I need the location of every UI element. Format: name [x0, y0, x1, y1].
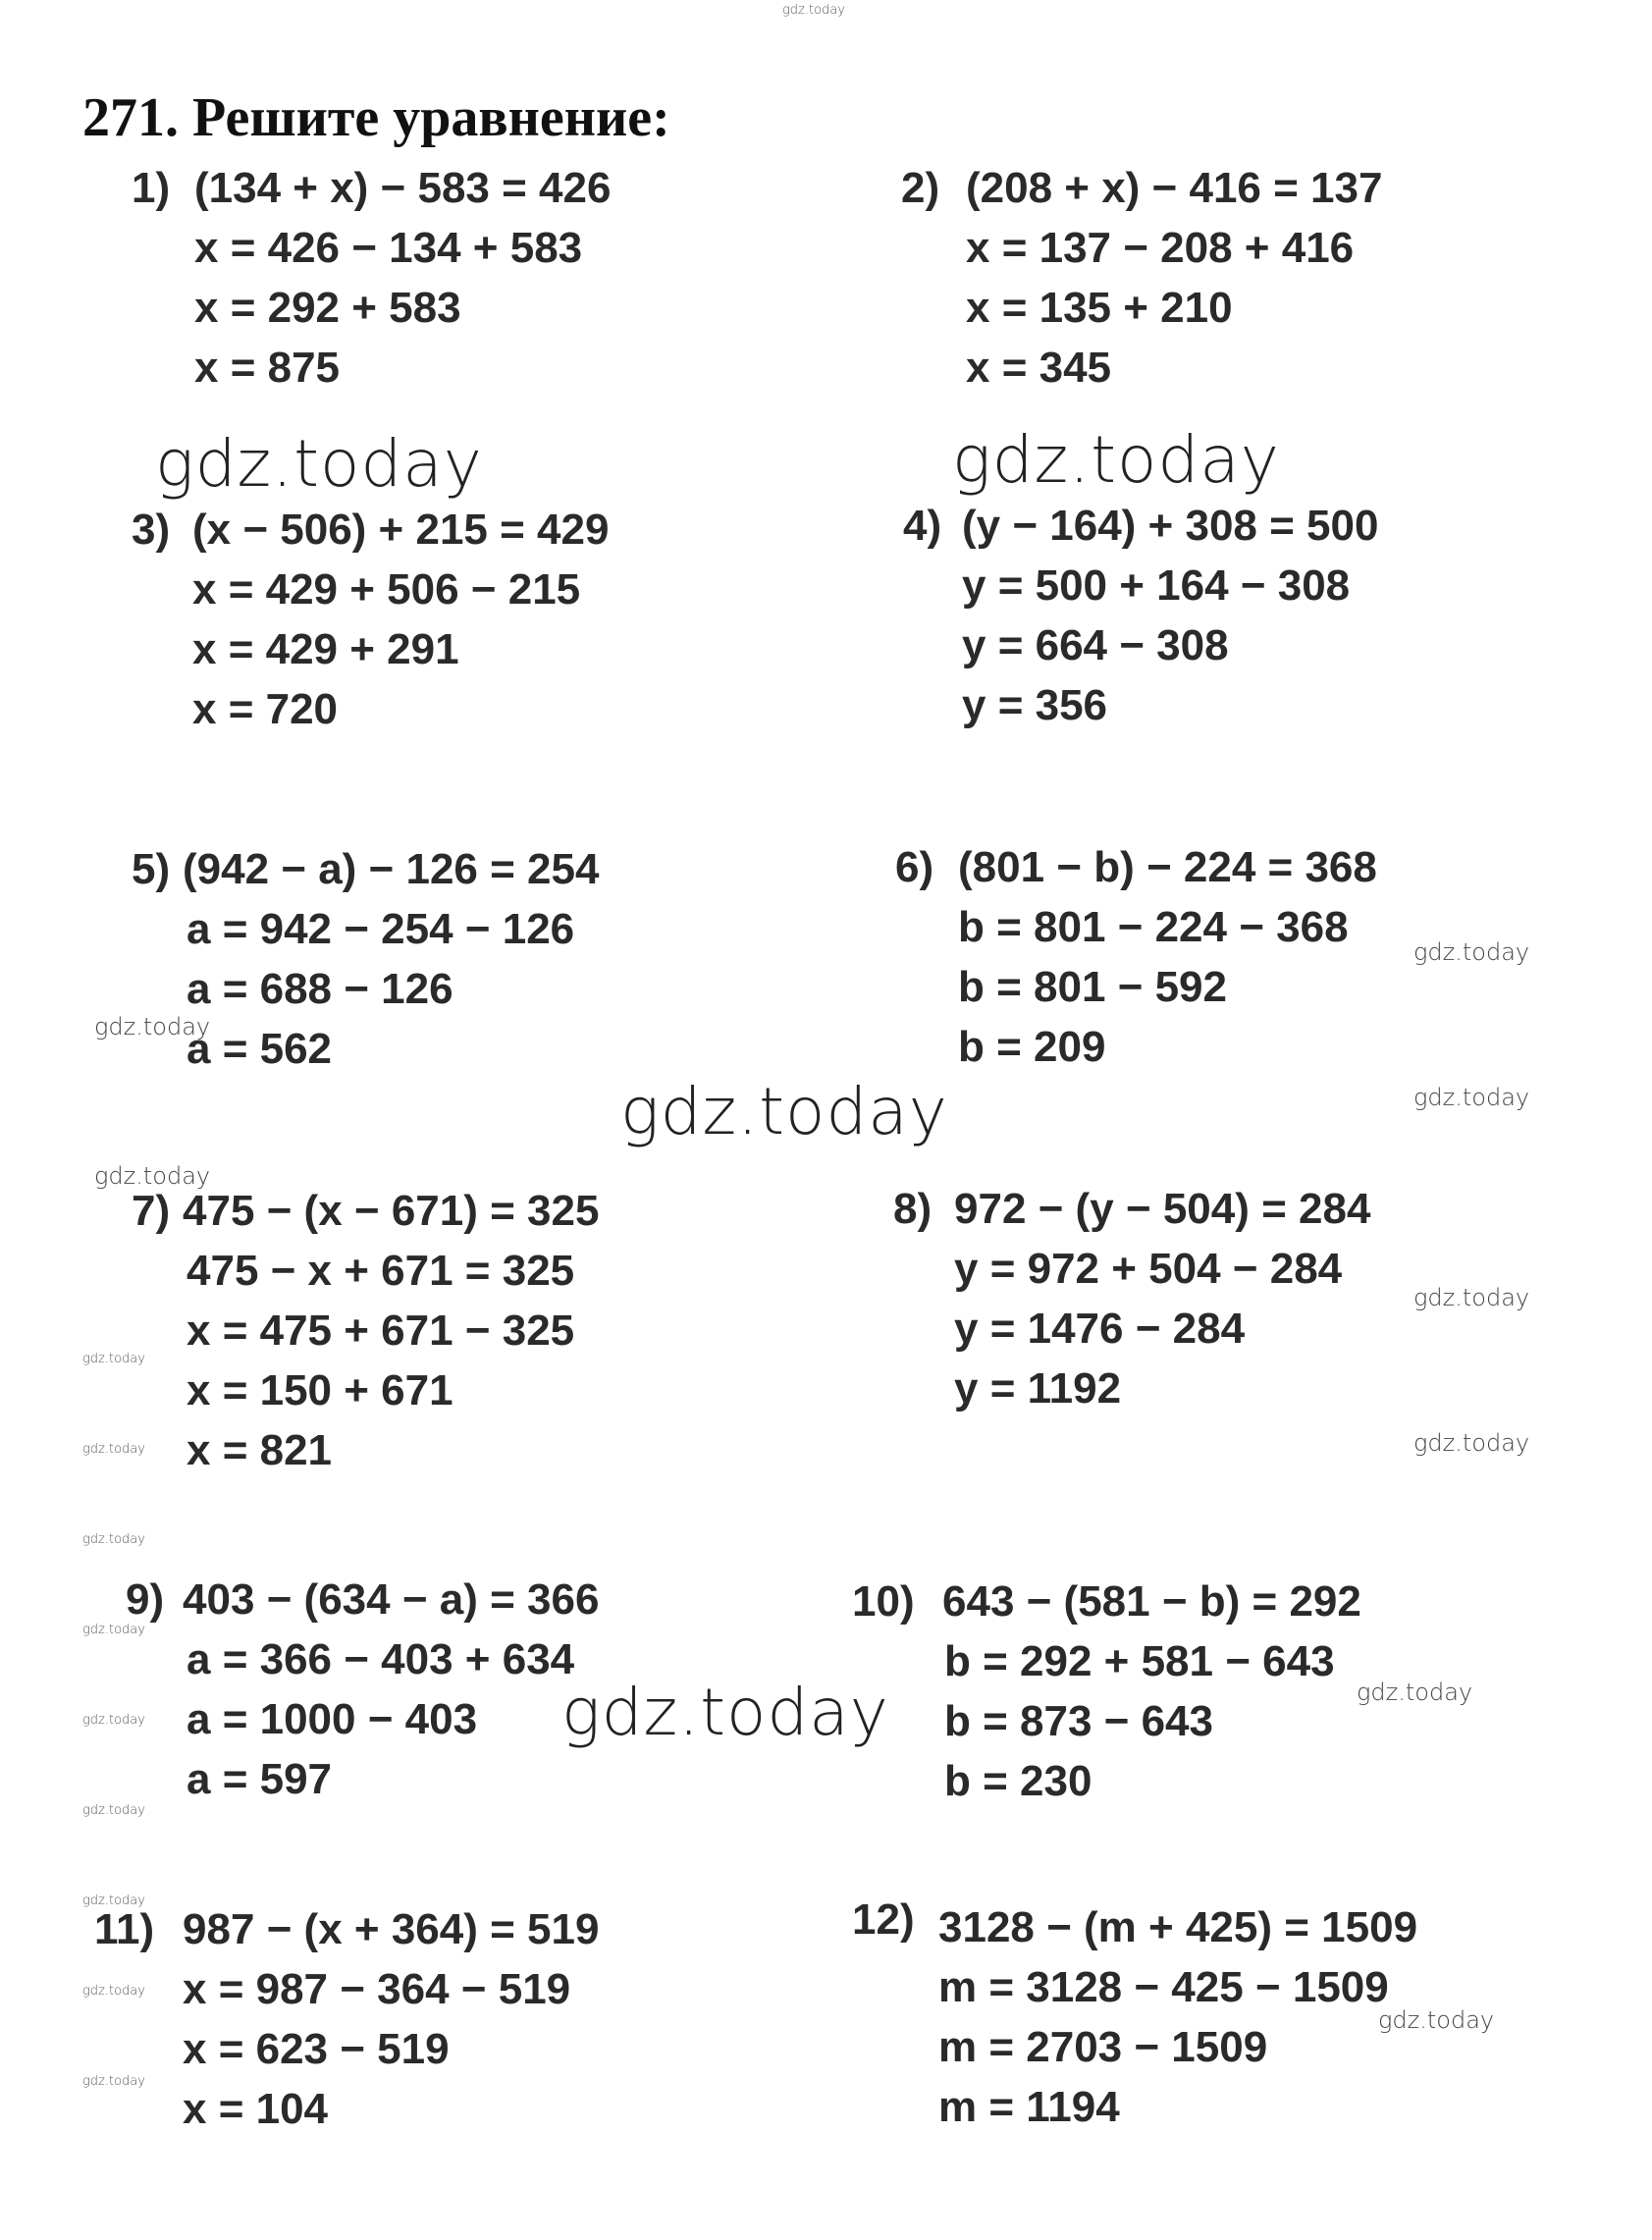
watermark: gdz.today — [82, 1623, 145, 1637]
watermark: gdz.today — [1378, 2006, 1495, 2034]
equation-line: 972 − (y − 504) = 284 — [954, 1185, 1371, 1233]
equation-line: x = 429 + 506 − 215 — [192, 565, 581, 613]
equation-line: (y − 164) + 308 = 500 — [962, 502, 1379, 550]
equation-line: y = 664 − 308 — [962, 621, 1229, 669]
watermark: gdz.today — [82, 1352, 145, 1366]
equation-line: a = 688 − 126 — [187, 965, 453, 1013]
equation-line: m = 3128 − 425 − 1509 — [938, 1963, 1389, 2011]
problem-number: 1) — [132, 164, 171, 212]
problem-number: 5) — [132, 845, 171, 893]
equation-line: y = 1476 − 284 — [954, 1305, 1246, 1353]
equation-line: b = 292 + 581 − 643 — [944, 1637, 1335, 1685]
problem-number: 3) — [132, 506, 171, 554]
equation-line: 403 − (634 − a) = 366 — [183, 1575, 600, 1624]
equation-line: a = 942 − 254 − 126 — [187, 905, 575, 953]
watermark: gdz.today — [1413, 1084, 1530, 1111]
equation-line: y = 500 + 164 − 308 — [962, 561, 1351, 610]
problem-number: 2) — [901, 164, 940, 212]
equation-line: a = 366 − 403 + 634 — [187, 1635, 575, 1683]
equation-line: y = 356 — [962, 681, 1108, 729]
equation-line: b = 801 − 592 — [958, 963, 1227, 1011]
watermark: gdz.today — [82, 1984, 145, 1999]
equation-line: (942 − a) − 126 = 254 — [183, 845, 600, 893]
equation-line: (134 + x) − 583 = 426 — [194, 164, 612, 212]
equation-line: x = 720 — [192, 685, 339, 733]
equation-line: 475 − x + 671 = 325 — [187, 1247, 575, 1295]
watermark: gdz.today — [82, 1442, 145, 1457]
watermark: gdz.today — [94, 1162, 211, 1190]
watermark: gdz.today — [952, 422, 1280, 498]
equation-line: x = 875 — [194, 344, 341, 392]
equation-line: m = 1194 — [938, 2083, 1120, 2131]
equation-line: x = 150 + 671 — [187, 1366, 453, 1414]
equation-line: x = 104 — [183, 2085, 329, 2133]
equation-line: 643 − (581 − b) = 292 — [942, 1577, 1361, 1626]
watermark: gdz.today — [82, 1893, 145, 1908]
equation-line: x = 623 − 519 — [183, 2025, 450, 2073]
equation-line: b = 873 − 643 — [944, 1697, 1213, 1745]
watermark: gdz.today — [782, 3, 845, 18]
watermark: gdz.today — [94, 1013, 211, 1040]
exercise-title: 271. Решите уравнение: — [82, 87, 670, 148]
watermark: gdz.today — [82, 1803, 145, 1818]
equation-line: b = 209 — [958, 1023, 1106, 1071]
problem-number: 4) — [903, 502, 942, 550]
watermark: gdz.today — [1413, 1429, 1530, 1457]
equation-line: (x − 506) + 215 = 429 — [192, 506, 610, 554]
equation-line: x = 821 — [187, 1426, 333, 1474]
equation-line: 987 − (x + 364) = 519 — [183, 1905, 600, 1953]
problem-number: 9) — [126, 1575, 165, 1624]
equation-line: x = 475 + 671 − 325 — [187, 1307, 575, 1355]
equation-line: y = 1192 — [954, 1364, 1122, 1413]
equation-line: 475 − (x − 671) = 325 — [183, 1187, 600, 1235]
watermark: gdz.today — [620, 1074, 948, 1149]
equation-line: a = 562 — [187, 1025, 333, 1073]
equation-line: x = 292 + 583 — [194, 284, 461, 332]
watermark: gdz.today — [82, 1532, 145, 1547]
equation-line: x = 987 − 364 − 519 — [183, 1965, 571, 2013]
problem-number: 8) — [893, 1185, 933, 1233]
equation-line: x = 345 — [966, 344, 1112, 392]
watermark: gdz.today — [82, 1713, 145, 1728]
equation-line: b = 230 — [944, 1757, 1092, 1805]
equation-line: x = 429 + 291 — [192, 625, 459, 673]
watermark: gdz.today — [1413, 938, 1530, 966]
equation-line: b = 801 − 224 − 368 — [958, 903, 1349, 951]
equation-line: 3128 − (m + 425) = 1509 — [938, 1903, 1418, 1951]
problem-number: 7) — [132, 1187, 171, 1235]
watermark: gdz.today — [561, 1675, 889, 1750]
equation-line: x = 426 − 134 + 583 — [194, 224, 583, 272]
equation-line: a = 597 — [187, 1755, 333, 1803]
problem-number: 11) — [94, 1905, 155, 1953]
equation-line: x = 135 + 210 — [966, 284, 1233, 332]
problem-number: 10) — [852, 1577, 915, 1626]
equation-line: (801 − b) − 224 = 368 — [958, 843, 1377, 891]
watermark: gdz.today — [155, 426, 483, 502]
watermark: gdz.today — [1413, 1284, 1530, 1311]
equation-line: a = 1000 − 403 — [187, 1695, 478, 1743]
watermark: gdz.today — [82, 2074, 145, 2089]
equation-line: m = 2703 − 1509 — [938, 2023, 1268, 2071]
problem-number: 6) — [895, 843, 934, 891]
equation-line: y = 972 + 504 − 284 — [954, 1245, 1343, 1293]
equation-line: x = 137 − 208 + 416 — [966, 224, 1355, 272]
problem-number: 12) — [852, 1895, 915, 1944]
watermark: gdz.today — [1357, 1679, 1473, 1706]
equation-line: (208 + x) − 416 = 137 — [966, 164, 1383, 212]
